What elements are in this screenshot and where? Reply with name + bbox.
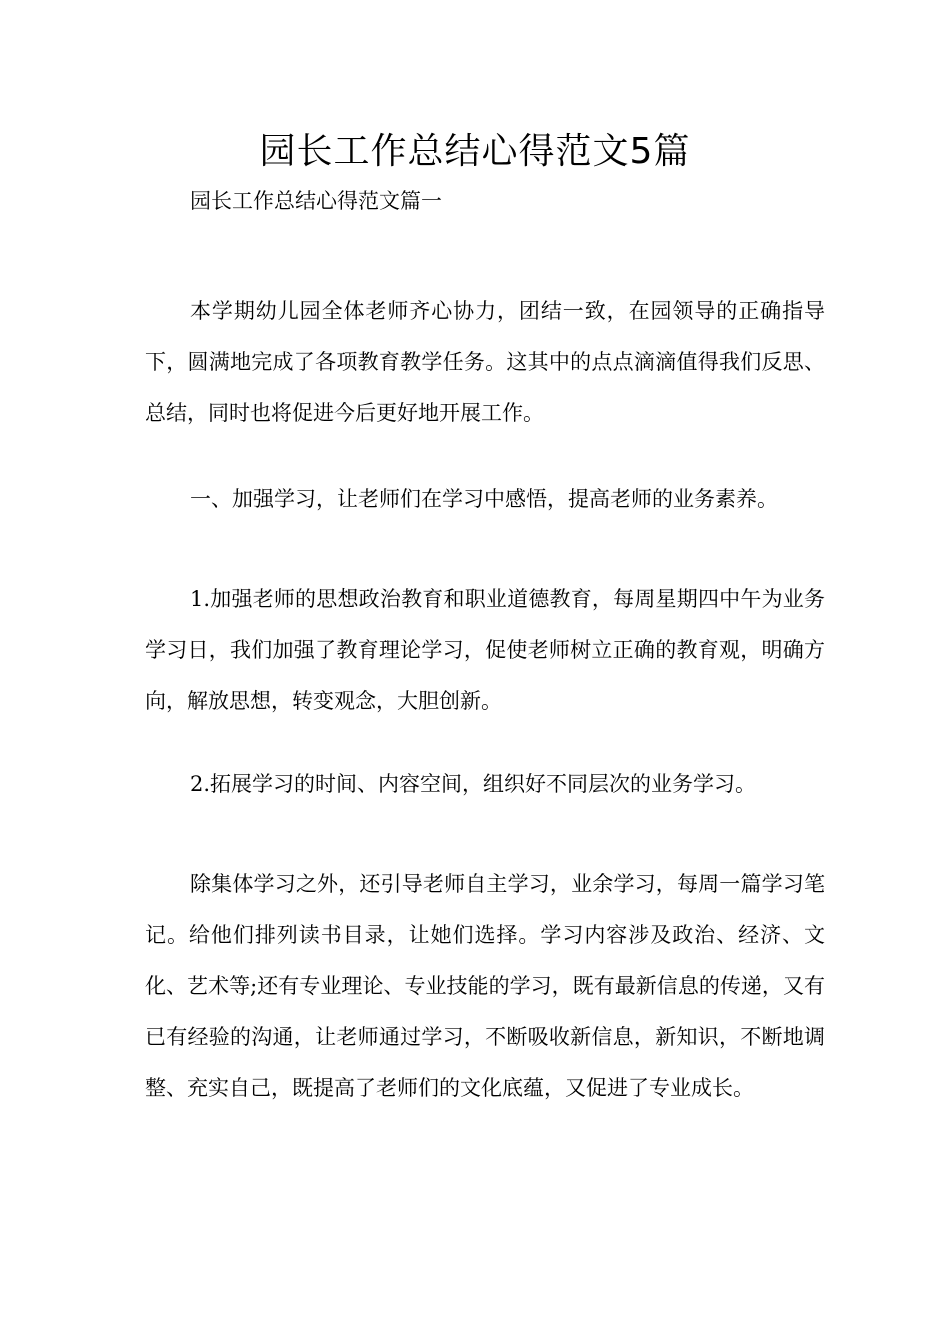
paragraph-intro: 本学期幼儿园全体老师齐心协力，团结一致，在园领导的正确指导下，圆满地完成了各项教育教学任务。这其中的点点滴滴值得我们反思、总结，同时也将促进今后更好地开展工作。 bbox=[145, 299, 825, 425]
paragraph-point-2: 2.拓展学习的时间、内容空间，组织好不同层次的业务学习。 bbox=[190, 772, 757, 796]
paragraph-self-study: 除集体学习之外，还引导老师自主学习，业余学习，每周一篇学习笔记。给他们排列读书目录，让她们选择。学习内容涉及政治、经济、文化、艺术等;还有专业理论、专业技能的学习，既有最新信息的传递，又有已有经验的沟通，让老师通过学习，不断吸收新信息，新知识，不断地调整、充实自己，既提高了老师们的文化底蕴，又促进了专业成长。 bbox=[145, 872, 825, 1100]
document-title: 园长工作总结心得范文5篇 bbox=[259, 131, 691, 172]
section-subtitle: 园长工作总结心得范文篇一 bbox=[190, 189, 442, 213]
paragraph-point-1: 1.加强老师的思想政治教育和职业道德教育，每周星期四中午为业务学习日，我们加强了教育理论学习，促使老师树立正确的教育观，明确方向，解放思想，转变观念，大胆创新。 bbox=[145, 587, 825, 713]
paragraph-heading-one: 一、加强学习，让老师们在学习中感悟，提高老师的业务素养。 bbox=[190, 487, 778, 511]
